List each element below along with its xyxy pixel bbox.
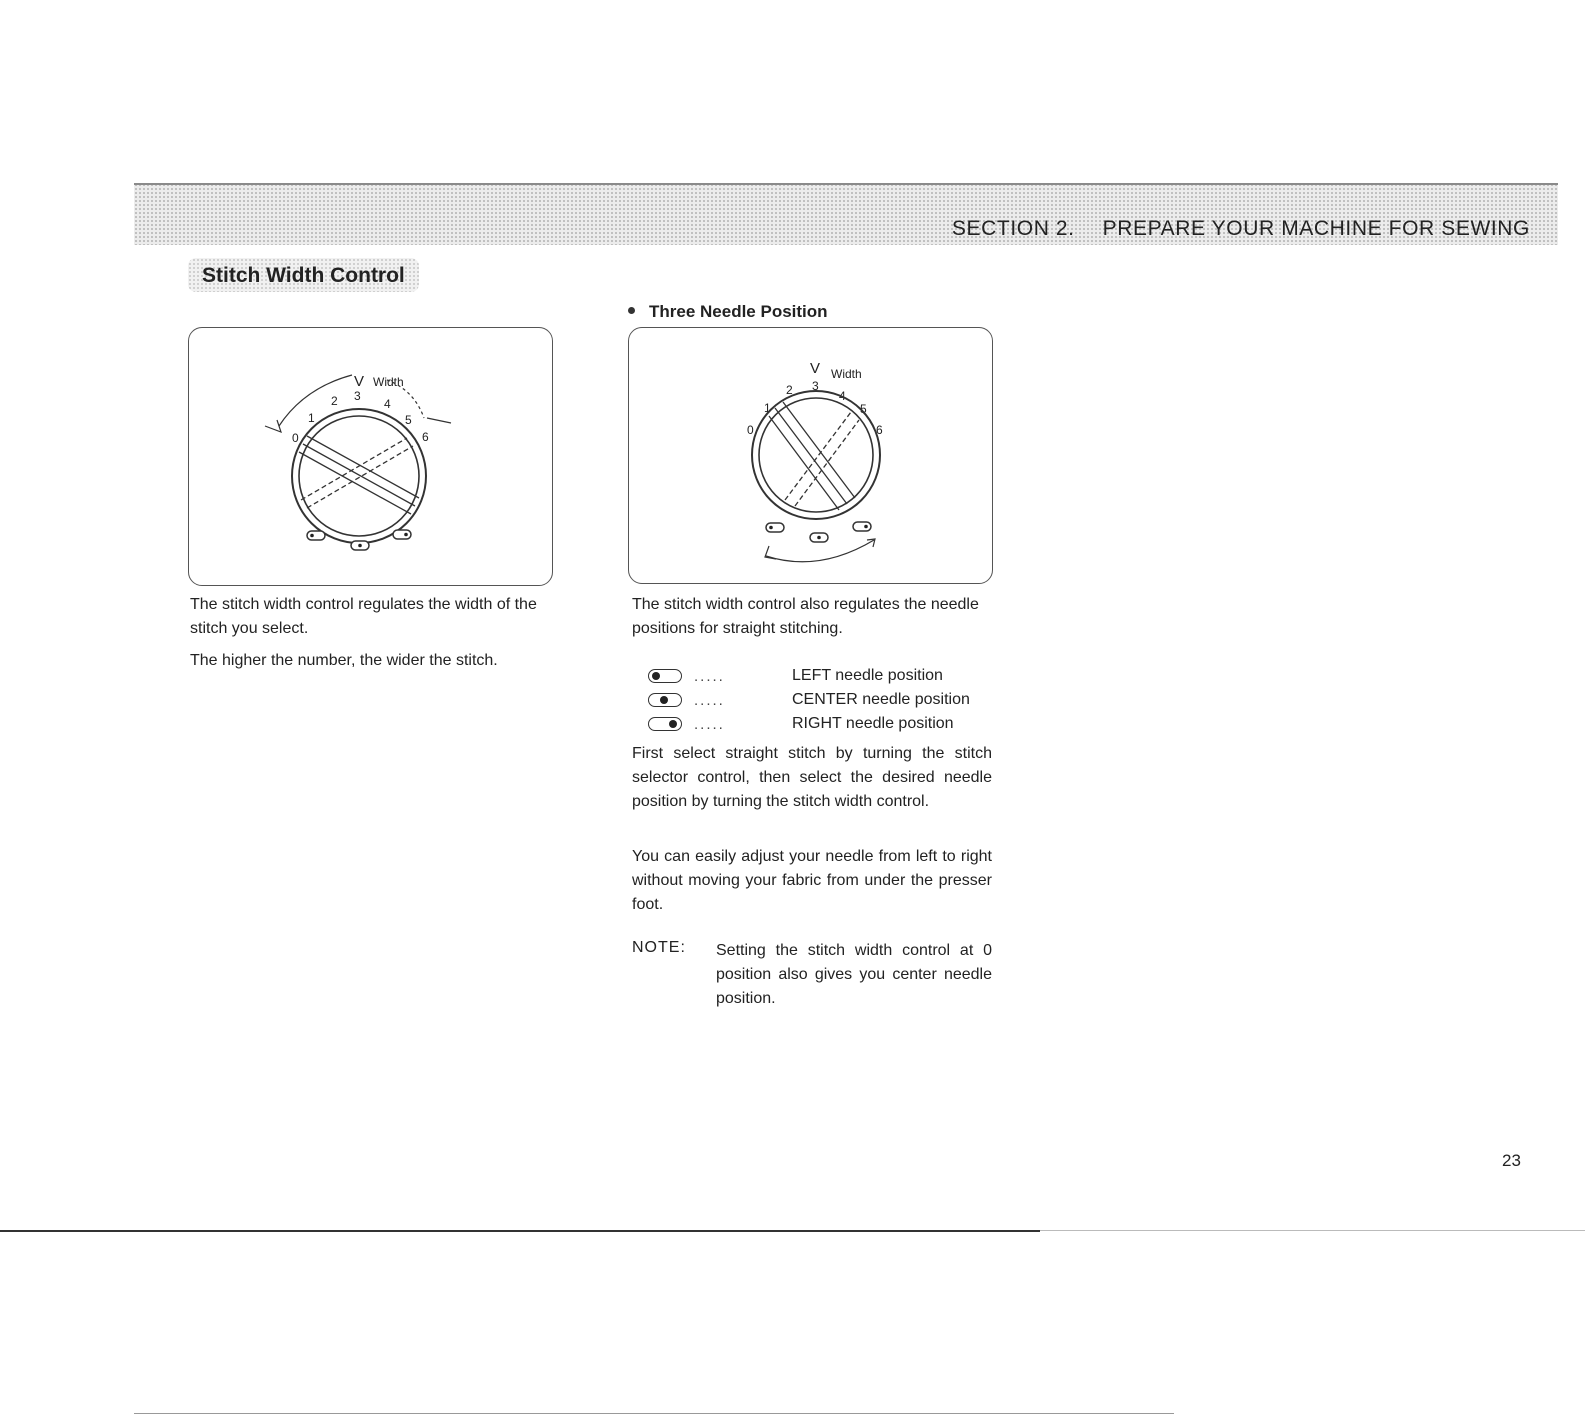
right-needle-marker: [393, 530, 411, 539]
left-paragraph-1: The stitch width control regulates the width of the stitch you select.: [190, 596, 537, 637]
needle-position-dial-inner: [759, 398, 873, 512]
page-number: 23: [1502, 1151, 1521, 1170]
page-heading-text: Stitch Width Control: [202, 264, 405, 287]
stitch-width-dial-outer: [292, 409, 426, 543]
dial-v-label: V: [354, 373, 365, 390]
needle-position-legend: [648, 664, 970, 736]
legend-leader-dots: .....: [694, 667, 725, 685]
dial-scale-4: 4: [839, 389, 846, 403]
legend-label-left: LEFT needle position: [792, 667, 943, 684]
legend-label-center: CENTER needle position: [792, 691, 970, 708]
needle-position-dial-outer: [752, 391, 880, 519]
note-label: NOTE:: [632, 939, 686, 956]
right-paragraph-2: You can easily adjust your needle from left to right without moving your fabric from under the presser foot.: [632, 848, 992, 913]
left-needle-marker: [766, 523, 784, 532]
right-needle-marker: [853, 522, 871, 531]
dial-scale-2: 2: [786, 383, 793, 397]
subheading-text: Three Needle Position: [649, 302, 828, 321]
left-paragraph-2: The higher the number, the wider the stitch.: [190, 652, 498, 669]
dial-width-label: Width: [831, 367, 862, 381]
section-header-band: [134, 183, 1558, 245]
dial-scale-6: 6: [422, 430, 429, 444]
legend-row-right: [648, 712, 970, 736]
subheading-three-needle-position: [628, 302, 828, 322]
header-top-rule: [134, 183, 1558, 185]
legend-row-left: [648, 664, 970, 688]
stitch-width-dial-inner: [299, 416, 419, 536]
dial-scale-4: 4: [384, 397, 391, 411]
left-needle-icon: [648, 669, 682, 683]
needle-position-dial-figure: [628, 327, 993, 584]
dial-scale-3: 3: [354, 389, 361, 403]
page-bottom-rule: [0, 1230, 1040, 1232]
dial-scale-6: 6: [876, 423, 883, 437]
center-needle-icon: [648, 693, 682, 707]
legend-leader-dots: .....: [694, 691, 725, 709]
bullet-icon: [628, 307, 635, 314]
right-paragraph-1: First select straight stitch by turning the stitch selector control, then select the desired needle position by turning the stitch width control.: [632, 745, 992, 810]
needle-range-arrow: [766, 540, 874, 562]
section-title-text: PREPARE YOUR MACHINE FOR SEWING: [1102, 217, 1530, 240]
dial-scale-1: 1: [308, 411, 315, 425]
dial-scale-0: 0: [747, 423, 754, 437]
legend-label-right: RIGHT needle position: [792, 715, 954, 732]
dial-scale-3: 3: [812, 379, 819, 393]
legend-row-center: [648, 688, 970, 712]
dial-scale-1: 1: [764, 401, 771, 415]
dial-scale-5: 5: [405, 413, 412, 427]
stitch-width-dial-figure: [188, 327, 553, 586]
dial-scale-0: 0: [292, 431, 299, 445]
section-title: [952, 217, 1530, 241]
right-needle-icon: [648, 717, 682, 731]
dial-scale-2: 2: [331, 394, 338, 408]
left-needle-marker: [307, 531, 325, 540]
dial-scale-5: 5: [860, 402, 867, 416]
dial-v-label: V: [810, 360, 821, 377]
page-heading: [188, 258, 419, 292]
dial-width-label: Width: [373, 375, 404, 389]
note-text: Setting the stitch width control at 0 position also gives you center needle position.: [716, 942, 992, 1007]
needle-position-dial-illustration: [629, 328, 992, 583]
right-intro-paragraph: The stitch width control also regulates the needle positions for straight stitching.: [632, 596, 979, 637]
stitch-width-dial-illustration: [189, 328, 552, 585]
legend-leader-dots: .....: [694, 715, 725, 733]
page-bottom-rule-light: [1040, 1230, 1585, 1231]
section-number: SECTION 2.: [951, 217, 1075, 240]
